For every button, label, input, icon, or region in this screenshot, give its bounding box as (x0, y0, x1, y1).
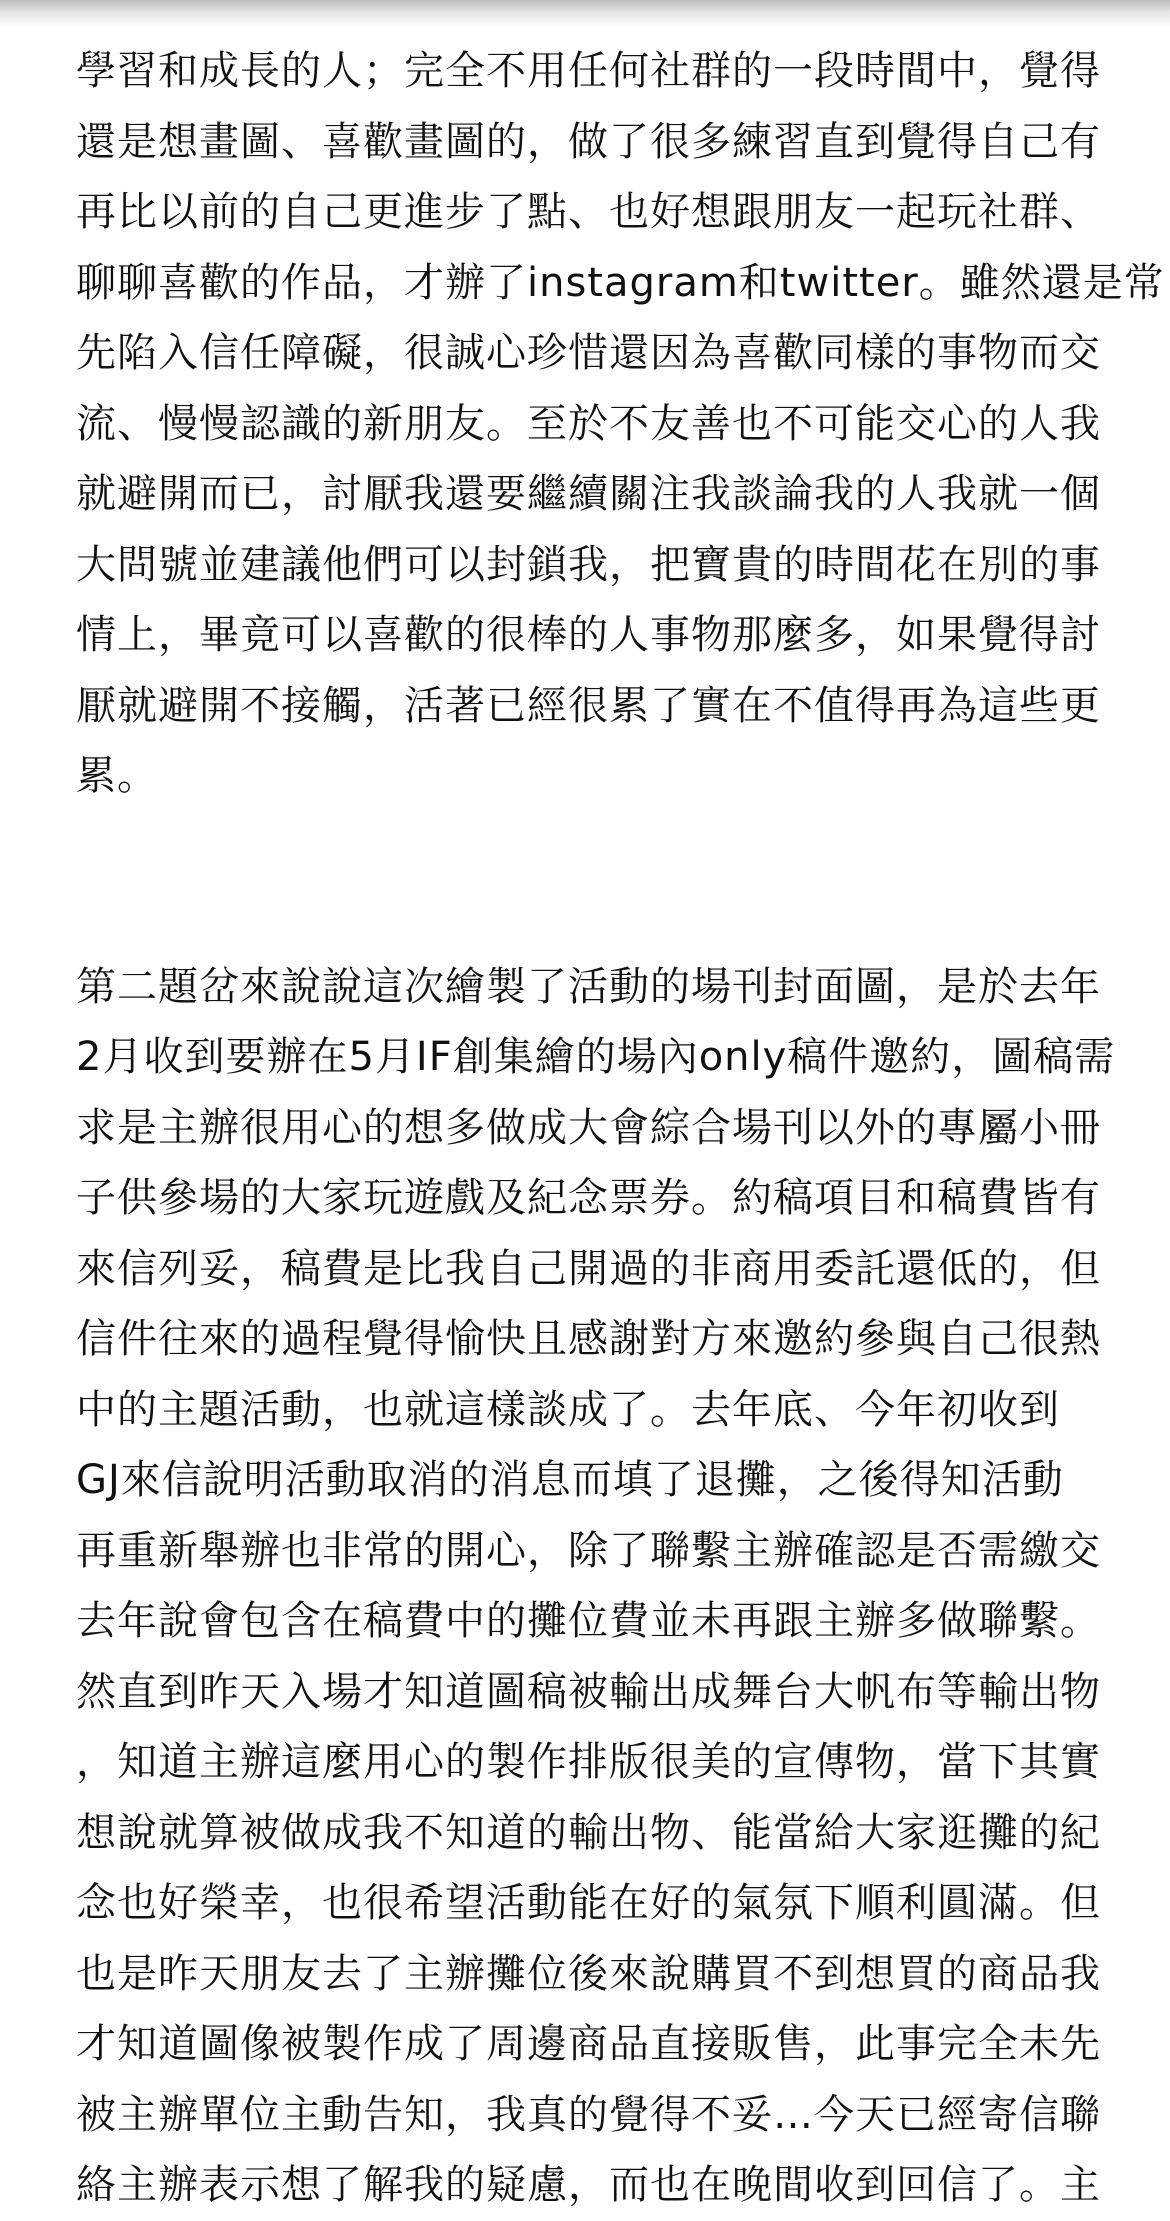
text-line: 去年說會包含在稿費中的攤位費並未再跟主辦多做聯繫。 (76, 1598, 1101, 1644)
text-line: ，知道主辦這麼用心的製作排版很美的宣傳物，當下其實 (76, 1739, 1101, 1785)
text-line: 念也好榮幸，也很希望活動能在好的氣氛下順利圓滿。但 (76, 1880, 1101, 1926)
text-line: 才知道圖像被製作成了周邊商品直接販售，此事完全未先 (76, 2021, 1101, 2067)
text-line: 大問號並建議他們可以封鎖我，把寶貴的時間花在別的事 (76, 541, 1101, 588)
text-line: 厭就避開不接觸，活著已經很累了實在不值得再為這些更 (76, 682, 1101, 729)
document-body (76, 36, 1165, 2221)
text-line: 累。 (76, 753, 158, 799)
text-line: 來信列妥，稿費是比我自己開過的非商用委託還低的，但 (76, 1245, 1101, 1292)
text-line: 聊聊喜歡的作品，才辦了instagram和twitter。雖然還是常 (76, 259, 1165, 306)
text-line: 信件往來的過程覺得愉快且感謝對方來邀約參與自己很熱 (76, 1316, 1101, 1362)
text-line: 絡主辦表示想了解我的疑慮，而也在晚間收到回信了。主 (76, 2162, 1101, 2208)
text-line: 情上，畢竟可以喜歡的很棒的人事物那麼多，如果覺得討 (76, 612, 1101, 658)
text-line: 2月收到要辦在5月IF創集繪的場內only稿件邀約，圖稿需 (76, 1034, 1116, 1080)
text-line: 中的主題活動，也就這樣談成了。去年底、今年初收到 (76, 1386, 1060, 1433)
text-line: 就避開而已，討厭我還要繼續關注我談論我的人我就一個 (76, 471, 1101, 517)
text-line: 還是想畫圖、喜歡畫圖的，做了很多練習直到覺得自己有 (76, 118, 1101, 165)
top-edge-shadow (0, 0, 1170, 28)
text-line: 再比以前的自己更進步了點、也好想跟朋友一起玩社群、 (76, 189, 1101, 235)
text-line: 也是昨天朋友去了主辦攤位後來說購買不到想買的商品我 (76, 1950, 1101, 1997)
text-line: 再重新舉辦也非常的開心，除了聯繫主辦確認是否需繳交 (76, 1527, 1101, 1574)
text-line: GJ來信說明活動取消的消息而填了退攤，之後得知活動 (76, 1457, 1064, 1503)
text-line: 然直到昨天入場才知道圖稿被輸出成舞台大帆布等輸出物 (76, 1668, 1101, 1715)
text-line: 第二題岔來說說這次繪製了活動的場刊封面圖，是於去年 (76, 963, 1101, 1010)
text-line: 學習和成長的人；完全不用任何社群的一段時間中，覺得 (76, 48, 1101, 94)
paragraph-gap (76, 812, 1096, 952)
text-line: 子供參場的大家玩遊戲及紀念票券。約稿項目和稿費皆有 (76, 1175, 1101, 1221)
text-line: 流、慢慢認識的新朋友。至於不友善也不可能交心的人我 (76, 400, 1101, 447)
text-line: 想說就算被做成我不知道的輸出物、能當給大家逛攤的紀 (76, 1809, 1101, 1856)
text-line: 被主辦單位主動告知，我真的覺得不妥…今天已經寄信聯 (76, 2091, 1101, 2138)
paragraph-2 (76, 952, 1116, 2221)
text-line: 先陷入信任障礙，很誠心珍惜還因為喜歡同樣的事物而交 (76, 330, 1101, 376)
paragraph-1 (76, 36, 1165, 812)
text-line: 求是主辦很用心的想多做成大會綜合場刊以外的專屬小冊 (76, 1104, 1101, 1151)
